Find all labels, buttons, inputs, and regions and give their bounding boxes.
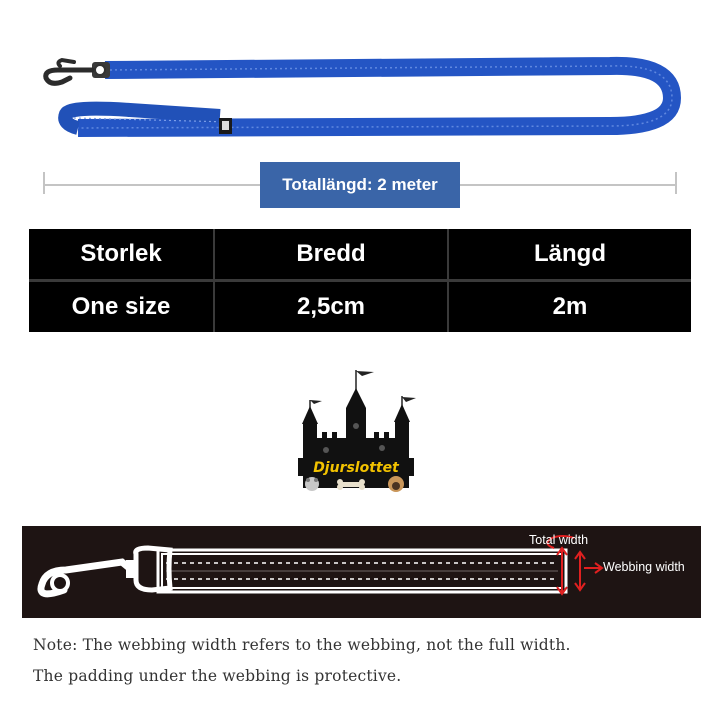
size-table-header-size: Storlek: [80, 240, 162, 267]
size-table-cell-width: 2,5cm: [296, 293, 366, 320]
width-diagram: [22, 526, 701, 618]
note-line-1: Note: The webbing width refers to the webbing, not the full width.: [33, 636, 571, 654]
size-table-cell-size: One size: [71, 293, 171, 320]
total-width-label: Total width: [529, 533, 589, 547]
castle-logo: [296, 366, 416, 498]
webbing-width-label: Webbing width: [603, 560, 685, 574]
total-length-tick-left: [43, 172, 45, 194]
note-line-2: The padding under the webbing is protective.: [33, 667, 402, 685]
size-table-cell-length: 2m: [552, 293, 588, 320]
size-table: [29, 229, 691, 332]
leash-product-image: [0, 0, 720, 160]
brand-text: Djurslottet: [313, 460, 399, 476]
table-divider: [29, 279, 691, 282]
size-table-header-length: Längd: [534, 240, 606, 267]
total-length-tick-right: [675, 172, 677, 194]
leash-width-illustration: [22, 526, 701, 618]
size-table-header-width: Bredd: [296, 240, 366, 267]
total-length-badge: Totallängd: 2 meter: [260, 162, 460, 208]
